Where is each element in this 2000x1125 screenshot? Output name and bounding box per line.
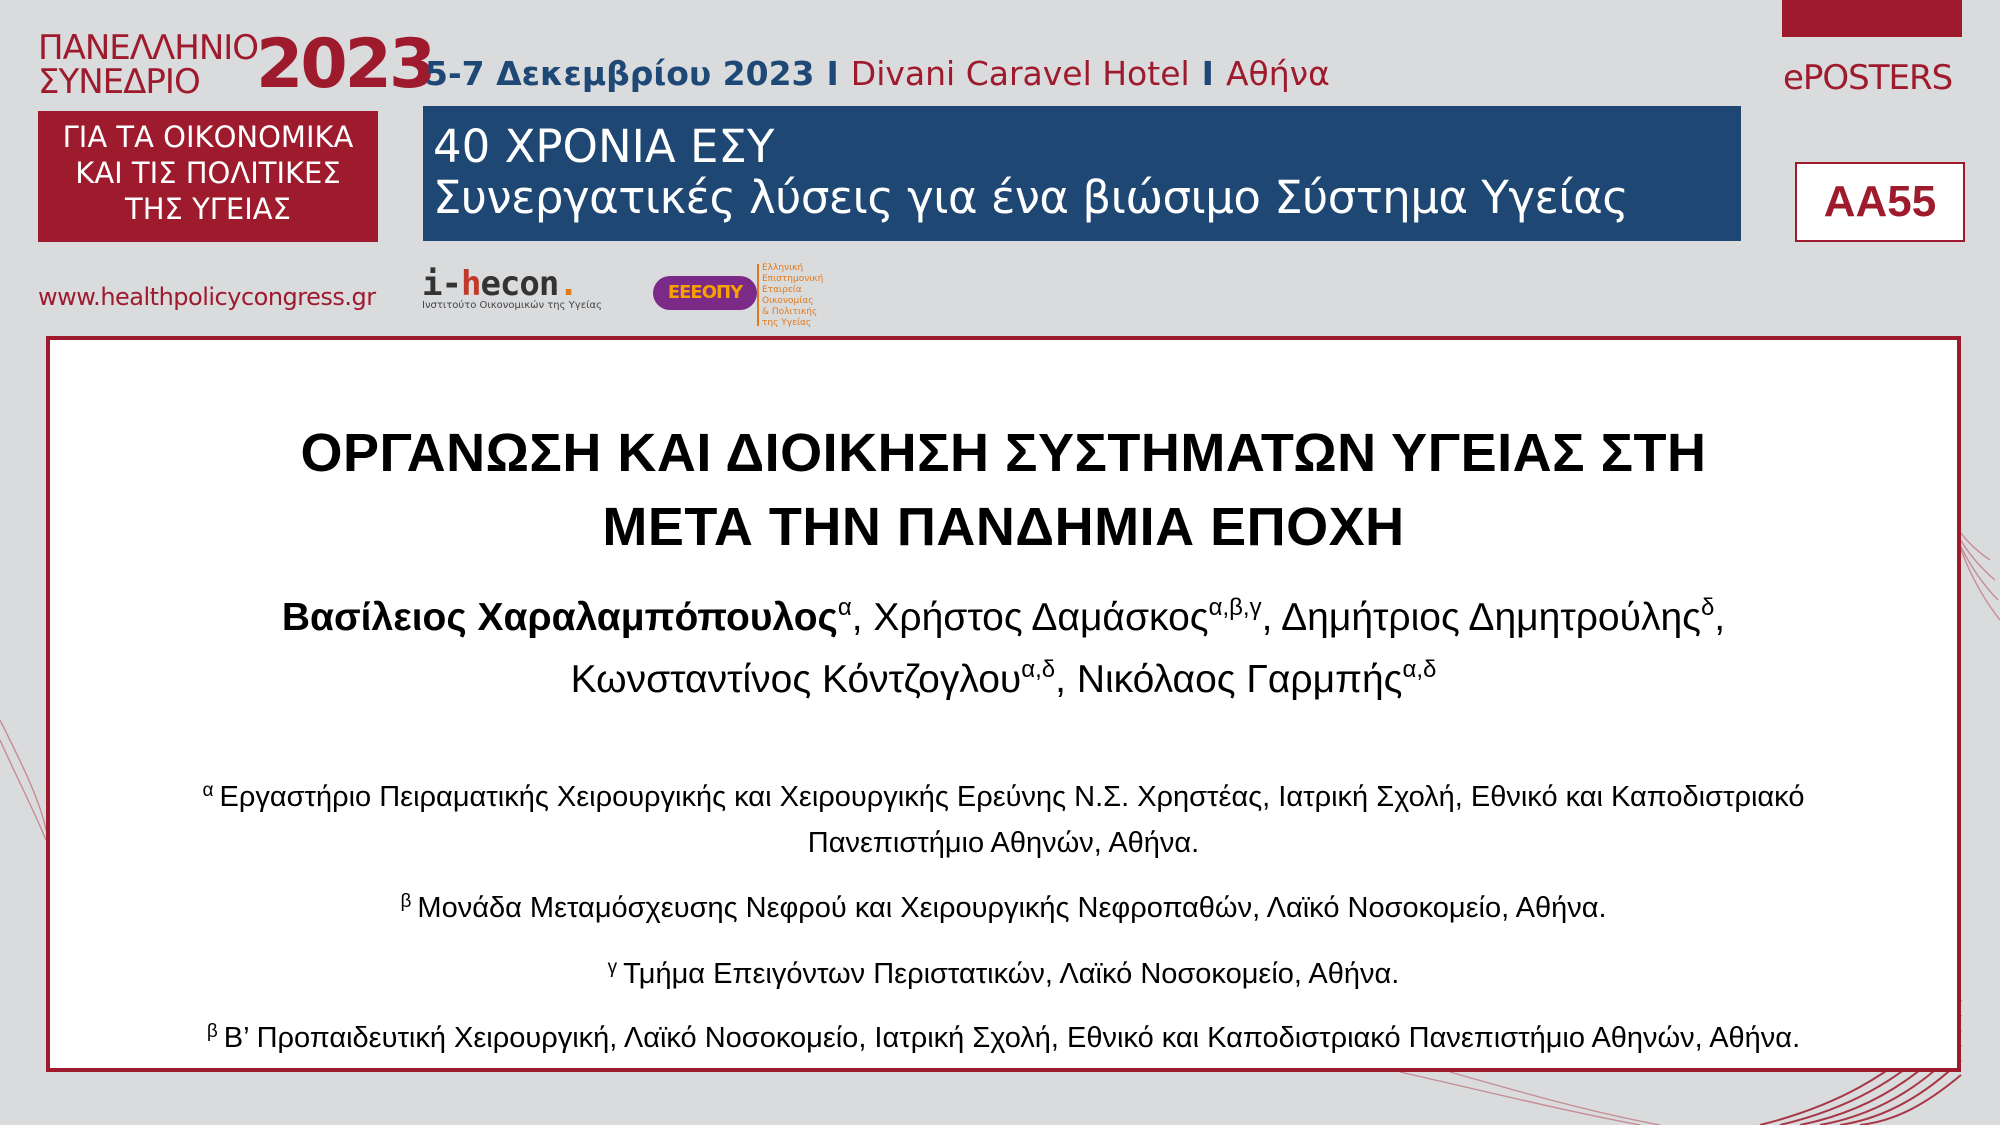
affiliation-text: Β’ Προπαιδευτική Χειρουργική, Λαϊκό Νοσοκομείο, Ιατρική Σχολή, Εθνικό και Καποδιστριακό Πανεπιστήμιο Αθηνών, Αθήνα. xyxy=(223,1022,1801,1054)
author-separator: , xyxy=(1714,596,1726,639)
eeeopu-text-line: της Υγείας xyxy=(762,318,812,328)
congress-topic-box xyxy=(38,111,378,242)
ihecon-subtitle: Ινστιτούτο Οικονομικών της Υγείας xyxy=(422,300,602,311)
banner-title: 40 ΧΡΟΝΙΑ ΕΣΥ xyxy=(433,120,775,173)
affiliation-mark: β xyxy=(206,1021,218,1042)
banner-subtitle: Συνεργατικές λύσεις για ένα βιώσιμο Σύστημα Υγείας xyxy=(433,171,1629,224)
affiliation-line xyxy=(50,776,1957,822)
poster-card xyxy=(46,336,1961,1072)
top-accent-bar xyxy=(1782,0,1962,37)
author-affiliation-mark: δ xyxy=(1700,594,1715,621)
topic-line: ΓΙΑ ΤΑ ΟΙΚΟΝΟΜΙΚΑ xyxy=(62,120,354,154)
affiliation-text: Εργαστήριο Πειραματικής Χειρουργικής και Χειρουργικής Ερεύνης Ν.Σ. Χρηστέας, Ιατρική Σχολή, Εθνικό και Καποδιστριακό xyxy=(219,781,1805,813)
author-name: Κωνσταντίνος Κόντζογλου xyxy=(570,658,1022,701)
eposters-label: ePOSTERS xyxy=(1783,58,1953,98)
event-venue: Divani Caravel Hotel xyxy=(850,54,1190,93)
affiliation-text: Τμήμα Επειγόντων Περιστατικών, Λαϊκό Νοσοκομείο, Αθήνα. xyxy=(623,958,1400,990)
separator: I xyxy=(826,54,839,93)
poster-title-line: ΜΕΤΑ ΤΗΝ ΠΑΝΔΗΜΙΑ ΕΠΟΧΗ xyxy=(602,497,1405,557)
eeeopu-logo: ΕΕΕΟΠΥ xyxy=(653,276,757,310)
eeeopu-text-line: Εταιρεία xyxy=(762,285,802,295)
author-name: Δημήτριος Δημητρούλης xyxy=(1281,596,1701,639)
poster-title-line: ΟΡΓΑΝΩΣΗ ΚΑΙ ΔΙΟΙΚΗΣΗ ΣΥΣΤΗΜΑΤΩΝ ΥΓΕΙΑΣ ΣΤΗ xyxy=(300,423,1707,483)
affiliation-text: Μονάδα Μεταμόσχευσης Νεφρού και Χειρουργικής Νεφροπαθών, Λαϊκό Νοσοκομείο, Αθήνα. xyxy=(417,892,1607,924)
ihecon-name-dot: . xyxy=(558,264,578,304)
author-affiliation-mark: α,δ xyxy=(1402,656,1437,683)
eeeopu-text-line: Οικονομίας xyxy=(762,296,814,306)
author-separator: , xyxy=(1261,596,1282,639)
eeeopu-text-line: & Πολιτικής xyxy=(762,307,818,317)
eeeopu-text-line: Ελληνική xyxy=(762,263,804,273)
ihecon-name-prefix: i- xyxy=(422,264,461,304)
author-separator: , xyxy=(1055,658,1077,701)
eeeopu-description xyxy=(762,263,823,329)
affiliation-mark: γ xyxy=(607,957,618,978)
affiliation-item xyxy=(50,953,1957,999)
author-affiliation-mark: α,β,γ xyxy=(1208,594,1262,621)
congress-line1: ΠΑΝΕΛΛΗΝΙΟ xyxy=(38,28,259,68)
topic-line: ΤΗΣ ΥΓΕΙΑΣ xyxy=(125,192,291,226)
author-name: Χρήστος Δαμάσκος xyxy=(873,596,1209,639)
congress-theme-banner xyxy=(423,106,1741,241)
separator: I xyxy=(1201,54,1214,93)
eeeopu-divider xyxy=(757,264,759,326)
event-dateline xyxy=(425,54,1330,93)
affiliation-item xyxy=(50,776,1957,865)
affiliation-item xyxy=(50,1017,1957,1063)
event-city: Αθήνα xyxy=(1225,54,1330,93)
event-date: 5-7 Δεκεμβρίου 2023 xyxy=(425,54,815,93)
eeeopu-text-line: Επιστημονική xyxy=(762,274,824,284)
author-affiliation-mark: α,δ xyxy=(1021,656,1056,683)
author-name: Νικόλαος Γαρμπής xyxy=(1076,658,1403,701)
author-name-presenter: Βασίλειος Χαραλαμπόπουλος xyxy=(281,596,838,639)
ihecon-name xyxy=(422,264,602,304)
author-line xyxy=(50,589,1957,651)
ihecon-logo xyxy=(422,264,602,311)
topic-line: ΚΑΙ ΤΙΣ ΠΟΛΙΤΙΚΕΣ xyxy=(75,156,341,190)
ihecon-name-rest: econ xyxy=(480,264,559,304)
affiliation-mark: α xyxy=(202,780,214,801)
ihecon-name-h: h xyxy=(460,264,481,304)
congress-line2: ΣΥΝΕΔΡΙΟ xyxy=(38,62,200,102)
affiliation-mark: β xyxy=(400,891,412,912)
congress-year: 2023 xyxy=(256,25,434,104)
website-link[interactable]: www.healthpolicycongress.gr xyxy=(38,283,376,311)
affiliation-line: Πανεπιστήμιο Αθηνών, Αθήνα. xyxy=(807,827,1200,859)
author-list xyxy=(50,589,1957,713)
affiliation-item xyxy=(50,887,1957,933)
author-separator: , xyxy=(851,596,874,639)
poster-code-badge: AA55 xyxy=(1795,162,1965,242)
author-affiliation-mark: α xyxy=(837,594,852,621)
poster-title xyxy=(50,416,1957,564)
author-line xyxy=(50,651,1957,713)
